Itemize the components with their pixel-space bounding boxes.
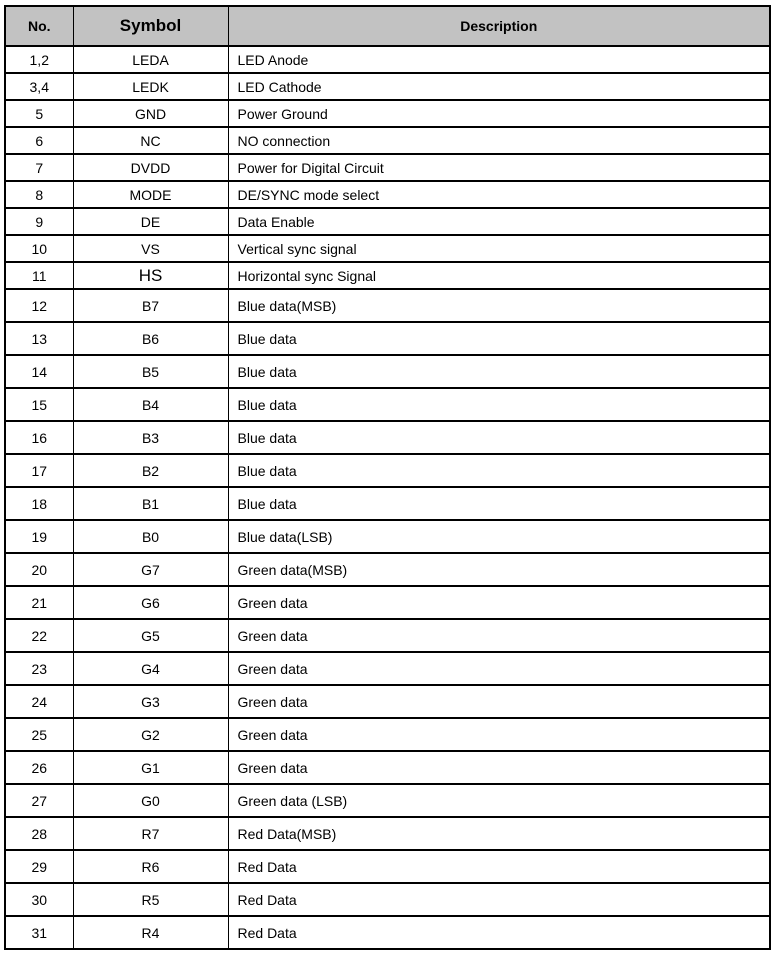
cell-description: Horizontal sync Signal bbox=[228, 262, 770, 289]
cell-pin-no: 14 bbox=[5, 355, 73, 388]
cell-pin-no: 5 bbox=[5, 100, 73, 127]
cell-description: Blue data bbox=[228, 421, 770, 454]
cell-symbol: GND bbox=[73, 100, 228, 127]
table-row bbox=[5, 322, 770, 355]
cell-description: Green data bbox=[228, 718, 770, 751]
table-row bbox=[5, 817, 770, 850]
cell-symbol: R6 bbox=[73, 850, 228, 883]
cell-pin-no: 6 bbox=[5, 127, 73, 154]
cell-symbol: G5 bbox=[73, 619, 228, 652]
cell-symbol: B6 bbox=[73, 322, 228, 355]
cell-description: Blue data bbox=[228, 388, 770, 421]
table-row bbox=[5, 181, 770, 208]
cell-description: Red Data bbox=[228, 850, 770, 883]
cell-description: Green data bbox=[228, 652, 770, 685]
table-row bbox=[5, 46, 770, 73]
column-header-symbol: Symbol bbox=[73, 6, 228, 46]
pin-description-table bbox=[4, 5, 771, 950]
table-row bbox=[5, 883, 770, 916]
cell-description: Blue data bbox=[228, 487, 770, 520]
cell-symbol: G7 bbox=[73, 553, 228, 586]
cell-symbol: B7 bbox=[73, 289, 228, 322]
cell-pin-no: 22 bbox=[5, 619, 73, 652]
cell-description: Blue data bbox=[228, 322, 770, 355]
cell-symbol: DE bbox=[73, 208, 228, 235]
table-row bbox=[5, 127, 770, 154]
cell-pin-no: 26 bbox=[5, 751, 73, 784]
table-row bbox=[5, 586, 770, 619]
table-row bbox=[5, 553, 770, 586]
cell-symbol: DVDD bbox=[73, 154, 228, 181]
cell-description: Blue data(MSB) bbox=[228, 289, 770, 322]
table-row bbox=[5, 421, 770, 454]
cell-pin-no: 28 bbox=[5, 817, 73, 850]
table-row bbox=[5, 619, 770, 652]
cell-symbol: NC bbox=[73, 127, 228, 154]
cell-description: Green data(MSB) bbox=[228, 553, 770, 586]
cell-pin-no: 13 bbox=[5, 322, 73, 355]
table-row bbox=[5, 685, 770, 718]
table-row bbox=[5, 454, 770, 487]
cell-description: DE/SYNC mode select bbox=[228, 181, 770, 208]
column-header-no: No. bbox=[5, 6, 73, 46]
table-row bbox=[5, 235, 770, 262]
cell-symbol: MODE bbox=[73, 181, 228, 208]
cell-pin-no: 25 bbox=[5, 718, 73, 751]
table-row bbox=[5, 100, 770, 127]
cell-pin-no: 21 bbox=[5, 586, 73, 619]
cell-pin-no: 20 bbox=[5, 553, 73, 586]
table-row bbox=[5, 916, 770, 949]
table-row bbox=[5, 355, 770, 388]
cell-description: Green data bbox=[228, 685, 770, 718]
cell-description: Blue data bbox=[228, 355, 770, 388]
cell-symbol: LEDA bbox=[73, 46, 228, 73]
cell-symbol: VS bbox=[73, 235, 228, 262]
cell-description: Blue data bbox=[228, 454, 770, 487]
cell-description: NO connection bbox=[228, 127, 770, 154]
cell-pin-no: 24 bbox=[5, 685, 73, 718]
cell-description: Green data bbox=[228, 751, 770, 784]
cell-description: Green data (LSB) bbox=[228, 784, 770, 817]
table-row bbox=[5, 652, 770, 685]
cell-pin-no: 29 bbox=[5, 850, 73, 883]
cell-symbol: LEDK bbox=[73, 73, 228, 100]
cell-symbol: B4 bbox=[73, 388, 228, 421]
cell-pin-no: 19 bbox=[5, 520, 73, 553]
cell-symbol: B5 bbox=[73, 355, 228, 388]
cell-pin-no: 1,2 bbox=[5, 46, 73, 73]
cell-symbol: R4 bbox=[73, 916, 228, 949]
cell-pin-no: 17 bbox=[5, 454, 73, 487]
cell-pin-no: 7 bbox=[5, 154, 73, 181]
column-header-description: Description bbox=[228, 6, 770, 46]
cell-pin-no: 18 bbox=[5, 487, 73, 520]
table-row bbox=[5, 751, 770, 784]
pin-table-body bbox=[5, 46, 770, 949]
cell-symbol: B3 bbox=[73, 421, 228, 454]
cell-description: LED Anode bbox=[228, 46, 770, 73]
cell-symbol: R7 bbox=[73, 817, 228, 850]
cell-description: Vertical sync signal bbox=[228, 235, 770, 262]
cell-symbol: G2 bbox=[73, 718, 228, 751]
table-row bbox=[5, 154, 770, 181]
cell-description: Blue data(LSB) bbox=[228, 520, 770, 553]
cell-description: LED Cathode bbox=[228, 73, 770, 100]
cell-pin-no: 30 bbox=[5, 883, 73, 916]
cell-symbol: G4 bbox=[73, 652, 228, 685]
cell-pin-no: 23 bbox=[5, 652, 73, 685]
cell-pin-no: 3,4 bbox=[5, 73, 73, 100]
table-row bbox=[5, 208, 770, 235]
cell-pin-no: 16 bbox=[5, 421, 73, 454]
cell-symbol: HS bbox=[73, 262, 228, 289]
cell-pin-no: 11 bbox=[5, 262, 73, 289]
table-row bbox=[5, 850, 770, 883]
cell-description: Red Data bbox=[228, 916, 770, 949]
cell-symbol: G3 bbox=[73, 685, 228, 718]
cell-symbol: B0 bbox=[73, 520, 228, 553]
table-row bbox=[5, 262, 770, 289]
cell-symbol: B1 bbox=[73, 487, 228, 520]
cell-pin-no: 10 bbox=[5, 235, 73, 262]
cell-pin-no: 31 bbox=[5, 916, 73, 949]
cell-symbol: G0 bbox=[73, 784, 228, 817]
cell-description: Green data bbox=[228, 619, 770, 652]
table-row bbox=[5, 73, 770, 100]
table-row bbox=[5, 784, 770, 817]
table-row bbox=[5, 289, 770, 322]
cell-symbol: G1 bbox=[73, 751, 228, 784]
cell-symbol: G6 bbox=[73, 586, 228, 619]
cell-description: Green data bbox=[228, 586, 770, 619]
cell-description: Red Data bbox=[228, 883, 770, 916]
cell-description: Power Ground bbox=[228, 100, 770, 127]
cell-pin-no: 27 bbox=[5, 784, 73, 817]
table-row bbox=[5, 487, 770, 520]
table-row bbox=[5, 388, 770, 421]
table-row bbox=[5, 520, 770, 553]
cell-pin-no: 9 bbox=[5, 208, 73, 235]
cell-pin-no: 12 bbox=[5, 289, 73, 322]
cell-description: Data Enable bbox=[228, 208, 770, 235]
cell-description: Power for Digital Circuit bbox=[228, 154, 770, 181]
cell-symbol: R5 bbox=[73, 883, 228, 916]
cell-symbol: B2 bbox=[73, 454, 228, 487]
header-row bbox=[5, 6, 770, 46]
cell-pin-no: 8 bbox=[5, 181, 73, 208]
cell-pin-no: 15 bbox=[5, 388, 73, 421]
table-row bbox=[5, 718, 770, 751]
cell-description: Red Data(MSB) bbox=[228, 817, 770, 850]
